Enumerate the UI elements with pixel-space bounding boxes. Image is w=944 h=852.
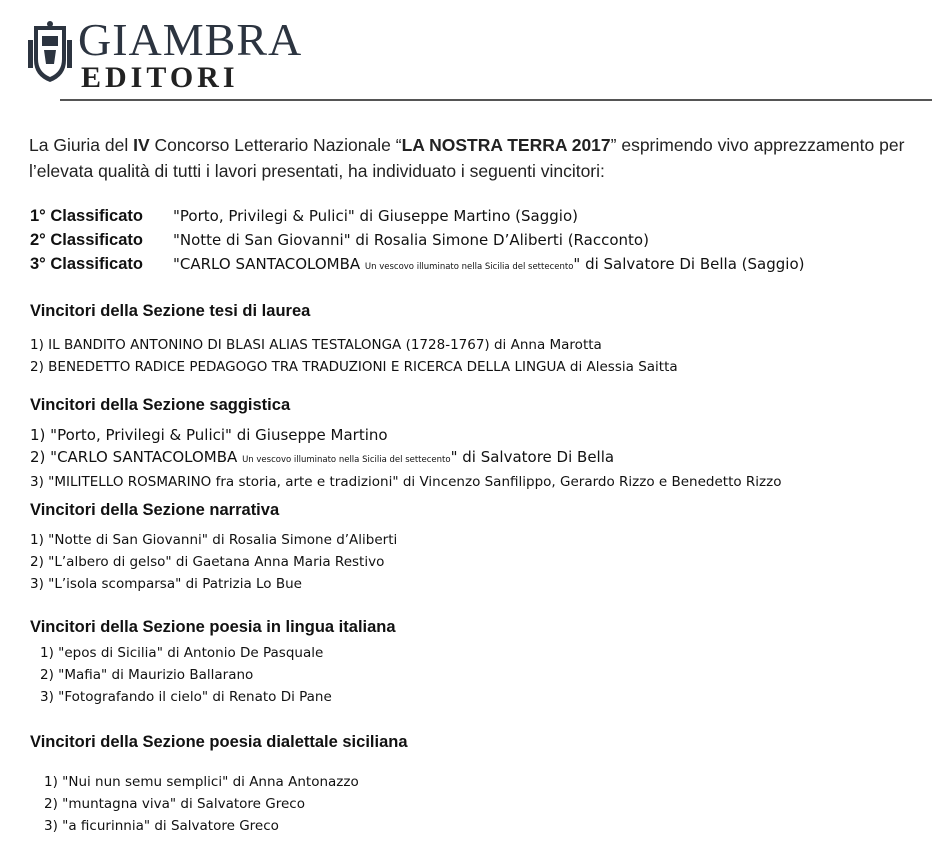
work-title: 2) "CARLO SANTACOLOMBA bbox=[30, 448, 243, 466]
work-author: " di Salvatore Di Bella bbox=[450, 448, 615, 466]
section-title: Vincitori della Sezione saggistica bbox=[30, 396, 291, 414]
section-title: Vincitori della Sezione poesia in lingua italiana bbox=[30, 618, 396, 636]
ranking-place: 1° Classificato bbox=[30, 207, 143, 225]
brand-subtitle: EDITORI bbox=[81, 61, 239, 94]
section-poesia-dialettale bbox=[30, 731, 408, 837]
section-poesia-italiana bbox=[30, 616, 396, 708]
contest-edition: IV bbox=[133, 135, 150, 155]
work-subtitle: Un vescovo illuminato nella Sicilia del settecento bbox=[364, 262, 574, 272]
ranking-row bbox=[30, 228, 940, 252]
winner-entry: 3) "L’isola scomparsa" di Patrizia Lo Bue bbox=[30, 576, 302, 592]
winner-entry: 1) "Porto, Privilegi & Pulici" di Giuseppe Martino bbox=[30, 426, 388, 444]
section-title: Vincitori della Sezione narrativa bbox=[30, 501, 280, 519]
winner-entry: 3) "MILITELLO ROSMARINO fra storia, arte e tradizioni" di Vincenzo Sanfilippo, Gerardo Rizzo e Benedetto Rizzo bbox=[30, 474, 782, 490]
section-title: Vincitori della Sezione poesia dialettale siciliana bbox=[30, 733, 408, 751]
ranking-place: 3° Classificato bbox=[30, 255, 143, 273]
ranking-work: "Notte di San Giovanni" di Rosalia Simone D’Aliberti (Racconto) bbox=[173, 231, 649, 249]
winner-entry: 3) "Fotografando il cielo" di Renato Di Pane bbox=[40, 689, 332, 705]
section-narrativa bbox=[30, 499, 397, 595]
brand-name: GIAMBRA bbox=[78, 14, 303, 65]
work-author: " di Salvatore Di Bella (Saggio) bbox=[573, 255, 805, 273]
winner-entry: 1) "Notte di San Giovanni" di Rosalia Simone d’Aliberti bbox=[30, 532, 398, 548]
intro-text: Concorso Letterario Nazionale “ bbox=[149, 135, 402, 155]
ranking-place: 2° Classificato bbox=[30, 231, 143, 249]
ranking-work bbox=[173, 252, 804, 279]
winner-entry: 3) "a ficurinnia" di Salvatore Greco bbox=[44, 818, 279, 834]
intro-text: La Giuria del bbox=[29, 135, 134, 155]
header-divider bbox=[60, 99, 932, 101]
winner-entry: 2) "muntagna viva" di Salvatore Greco bbox=[44, 796, 305, 812]
winner-entry: 1) "Nui nun semu semplici" di Anna Antonazzo bbox=[44, 774, 359, 790]
winner-entry: 2) "L’albero di gelso" di Gaetana Anna Maria Restivo bbox=[30, 554, 385, 570]
winner-entry bbox=[30, 446, 781, 471]
ranking-row bbox=[30, 204, 940, 228]
section-title: Vincitori della Sezione tesi di laurea bbox=[30, 302, 311, 320]
winner-entry: 1) IL BANDITO ANTONINO DI BLASI ALIAS TESTALONGA (1728-1767) di Anna Marotta bbox=[30, 337, 602, 353]
intro-paragraph bbox=[29, 132, 941, 184]
work-title: "CARLO SANTACOLOMBA bbox=[173, 255, 365, 273]
crest-icon bbox=[28, 20, 72, 84]
ranking-row bbox=[30, 252, 940, 276]
work-subtitle: Un vescovo illuminato nella Sicilia del settecento bbox=[242, 455, 451, 465]
winner-entry: 2) BENEDETTO RADICE PEDAGOGO TRA TRADUZIONI E RICERCA DELLA LINGUA di Alessia Saitta bbox=[30, 359, 678, 375]
overall-ranking bbox=[30, 204, 940, 276]
winner-entry: 1) "epos di Sicilia" di Antonio De Pasquale bbox=[40, 645, 324, 661]
intro-text: l’elevata qualità di tutti i lavori presentati, ha individuato i seguenti vincitori: bbox=[29, 161, 605, 181]
section-saggistica bbox=[30, 394, 781, 493]
publisher-logo bbox=[28, 14, 348, 94]
winner-entry: 2) "Mafia" di Maurizio Ballarano bbox=[40, 667, 254, 683]
ranking-work: "Porto, Privilegi & Pulici" di Giuseppe Martino (Saggio) bbox=[173, 207, 578, 225]
contest-name: LA NOSTRA TERRA 2017 bbox=[401, 135, 611, 155]
intro-text: ” esprimendo vivo apprezzamento per bbox=[610, 135, 905, 155]
section-tesi-di-laurea bbox=[30, 300, 678, 378]
